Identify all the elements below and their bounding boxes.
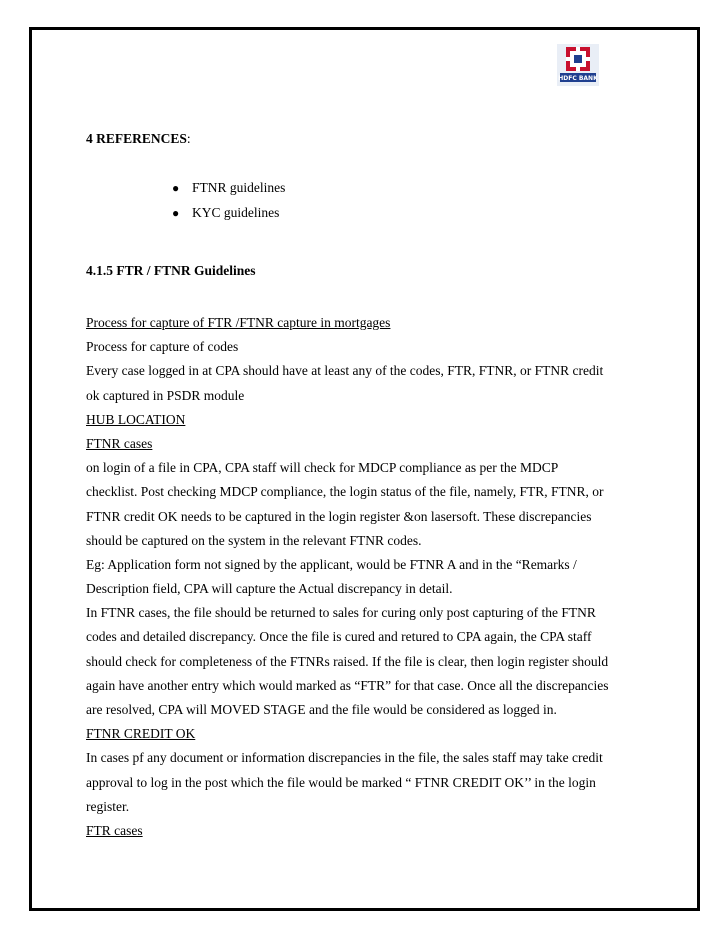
- paragraph-line: again have another entry which would marked as “FTR” for that case. Once all the discrepancies: [86, 677, 609, 693]
- reference-item-text: KYC guidelines: [192, 205, 280, 220]
- paragraph-line: Process for capture of codes: [86, 339, 239, 355]
- section-heading-colon: :: [186, 131, 191, 146]
- paragraph-line: FTNR credit OK needs to be captured in the login register &on lasersoft. These discrepancies: [86, 508, 592, 524]
- reference-item: [172, 205, 279, 221]
- paragraph-line: ok captured in PSDR module: [86, 387, 245, 403]
- paragraph-line: Eg: Application form not signed by the applicant, would be FTNR A and in the “Remarks /: [86, 556, 577, 572]
- paragraph-line: checklist. Post checking MDCP compliance, the login status of the file, namely, FTR, FTNR, or: [86, 484, 604, 500]
- section-heading: [86, 131, 191, 147]
- reference-item-text: FTNR guidelines: [192, 180, 286, 195]
- section-label: Process for capture of FTR /FTNR capture in mortgages: [86, 315, 391, 330]
- section-label: HUB LOCATION: [86, 411, 186, 427]
- paragraph-line: In FTNR cases, the file should be returned to sales for curing only post capturing of the FTNR: [86, 605, 596, 621]
- bullet-icon: ●: [172, 181, 180, 195]
- body-text: [86, 311, 646, 843]
- paragraph-line: should check for completeness of the FTNRs raised. If the file is clear, then login register should: [86, 653, 609, 669]
- section-heading-text: 4 REFERENCES: [86, 131, 187, 146]
- paragraph-line: should be captured on the system in the relevant FTNR codes.: [86, 532, 422, 548]
- paragraph-line: on login of a file in CPA, CPA staff will check for MDCP compliance as per the MDCP: [86, 460, 559, 476]
- reference-item: [172, 180, 285, 196]
- section-label: FTNR CREDIT OK: [86, 726, 196, 742]
- hdfc-bank-logo: [557, 44, 599, 86]
- section-label: FTNR cases: [86, 435, 153, 451]
- subsection-heading: 4.1.5 FTR / FTNR Guidelines: [86, 263, 256, 278]
- section-label: FTR cases: [86, 822, 143, 838]
- paragraph-line: Every case logged in at CPA should have at least any of the codes, FTR, FTNR, or FTNR credit: [86, 363, 604, 379]
- paragraph-line: are resolved, CPA will MOVED STAGE and the file would be considered as logged in.: [86, 702, 557, 717]
- paragraph-line: Description field, CPA will capture the Actual discrepancy in detail.: [86, 581, 453, 597]
- paragraph-line: register.: [86, 798, 130, 814]
- hdfc-logo-icon: [557, 44, 599, 86]
- bullet-icon: ●: [172, 206, 180, 220]
- paragraph-line: In cases pf any document or information discrepancies in the file, the sales staff may take credit: [86, 750, 603, 766]
- paragraph-line: codes and detailed discrepancy. Once the file is cured and retured to CPA again, the CPA staff: [86, 629, 592, 645]
- paragraph-line: approval to log in the post which the file would be marked “ FTNR CREDIT OK’’ in the login: [86, 774, 596, 790]
- logo-text: HDFC BANK: [558, 75, 598, 82]
